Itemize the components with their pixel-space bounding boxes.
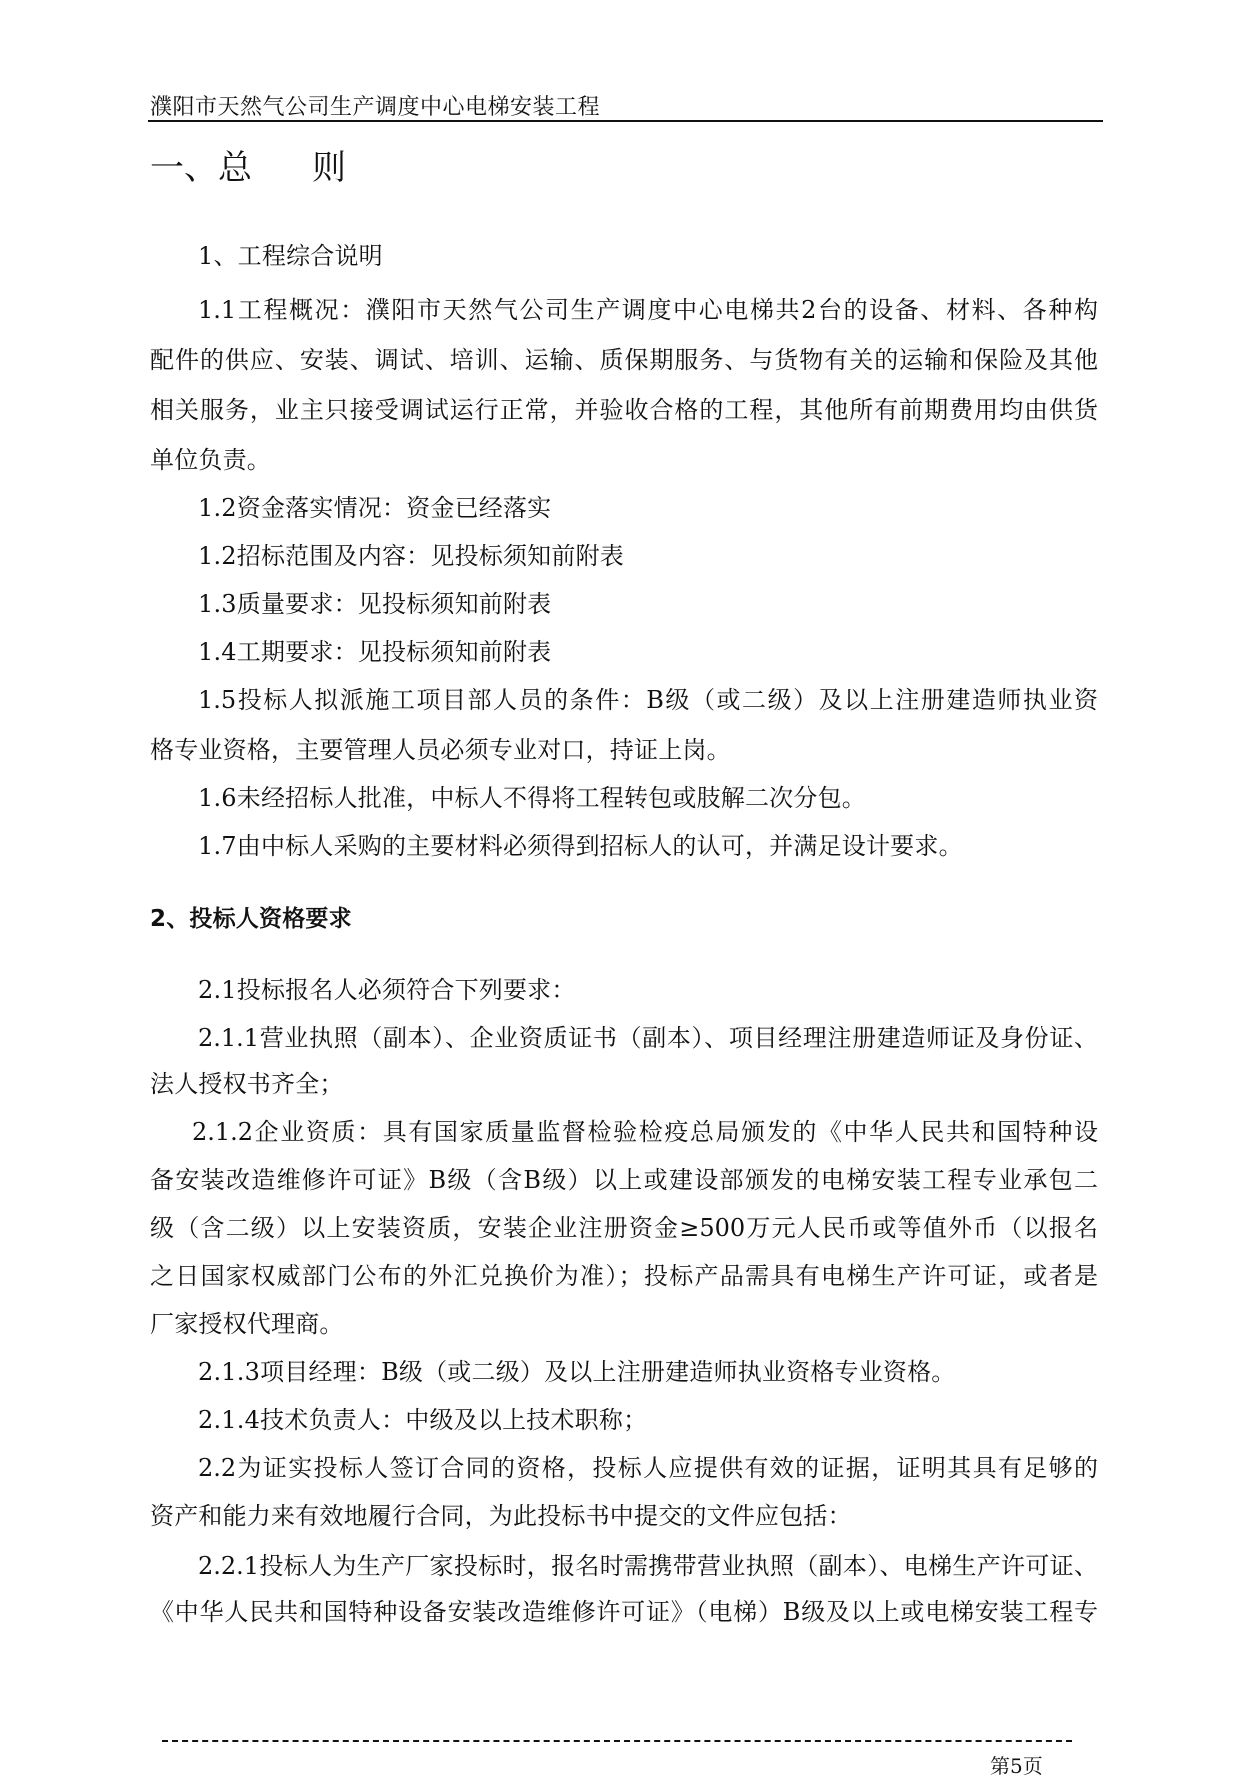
chapter-title-b: 则 <box>312 148 346 188</box>
para-1-6: 1.6未经招标人批准，中标人不得将工程转包或肢解二次分包。 <box>198 784 866 812</box>
para-1-1-line-3: 相关服务，业主只接受调试运行正常，并验收合格的工程，其他所有前期费用均由供货 <box>150 396 1098 424</box>
para-1-3: 1.3质量要求：见投标须知前附表 <box>198 590 552 618</box>
para-1-1-line-2: 配件的供应、安装、调试、培训、运输、质保期服务、与货物有关的运输和保险及其他 <box>150 346 1098 374</box>
para-2-2-1-line-2: 《中华人民共和国特种设备安装改造维修许可证》（电梯）B级及以上或电梯安装工程专 <box>150 1598 1098 1626</box>
page-header <box>148 88 1103 122</box>
section-1-title: 1、工程综合说明 <box>198 242 383 270</box>
para-1-1-line-1: 1.1工程概况：濮阳市天然气公司生产调度中心电梯共2台的设备、材料、各种构 <box>198 296 1098 324</box>
para-2-1-2-line-5: 厂家授权代理商。 <box>150 1310 344 1338</box>
para-2-1-2-line-3: 级（含二级）以上安装资质，安装企业注册资金≥500万元人民币或等值外币（以报名 <box>150 1214 1098 1242</box>
para-1-5-line-2: 格专业资格，主要管理人员必须专业对口，持证上岗。 <box>150 736 731 764</box>
para-2-1-1-line-2: 法人授权书齐全； <box>150 1070 344 1098</box>
chapter-title-a: 总 <box>218 148 252 188</box>
para-2-1-4: 2.1.4技术负责人：中级及以上技术职称； <box>198 1406 648 1434</box>
para-1-7: 1.7由中标人采购的主要材料必须得到招标人的认可，并满足设计要求。 <box>198 832 963 860</box>
para-1-5-line-1: 1.5投标人拟派施工项目部人员的条件：B级（或二级）及以上注册建造师执业资 <box>198 686 1098 714</box>
para-2-1-2-line-1: 2.1.2企业资质：具有国家质量监督检验检疫总局颁发的《中华人民共和国特种设 <box>192 1118 1098 1146</box>
para-1-2b: 1.2招标范围及内容：见投标须知前附表 <box>198 542 624 570</box>
para-2-2-1-line-1: 2.2.1投标人为生产厂家投标时，报名时需携带营业执照（副本）、电梯生产许可证、 <box>198 1552 1098 1580</box>
para-2-1-2-line-4: 之日国家权威部门公布的外汇兑换价为准）；投标产品需具有电梯生产许可证，或者是 <box>150 1262 1098 1290</box>
chapter-number: 一、 <box>150 148 218 188</box>
para-2-2-line-2: 资产和能力来有效地履行合同，为此投标书中提交的文件应包括： <box>150 1502 852 1530</box>
para-1-2a: 1.2资金落实情况：资金已经落实 <box>198 494 552 522</box>
header-title: 濮阳市天然气公司生产调度中心电梯安装工程 <box>150 95 601 120</box>
footer-dashed-rule <box>162 1740 1072 1742</box>
section-2-title: 2、投标人资格要求 <box>150 906 352 932</box>
page-number: 第5页 <box>990 1754 1043 1778</box>
para-2-2-line-1: 2.2为证实投标人签订合同的资格，投标人应提供有效的证据，证明其具有足够的 <box>198 1454 1098 1482</box>
para-2-1-1-line-1: 2.1.1营业执照（副本）、企业资质证书（副本）、项目经理注册建造师证及身份证、 <box>198 1024 1098 1052</box>
para-1-4: 1.4工期要求：见投标须知前附表 <box>198 638 552 666</box>
para-1-1-line-4: 单位负责。 <box>150 446 271 474</box>
para-2-1-2-line-2: 备安装改造维修许可证》B级（含B级）以上或建设部颁发的电梯安装工程专业承包二 <box>150 1166 1098 1194</box>
chapter-heading <box>150 140 346 189</box>
para-2-1-3: 2.1.3项目经理：B级（或二级）及以上注册建造师执业资格专业资格。 <box>198 1358 956 1386</box>
para-2-1: 2.1投标报名人必须符合下列要求： <box>198 976 576 1004</box>
